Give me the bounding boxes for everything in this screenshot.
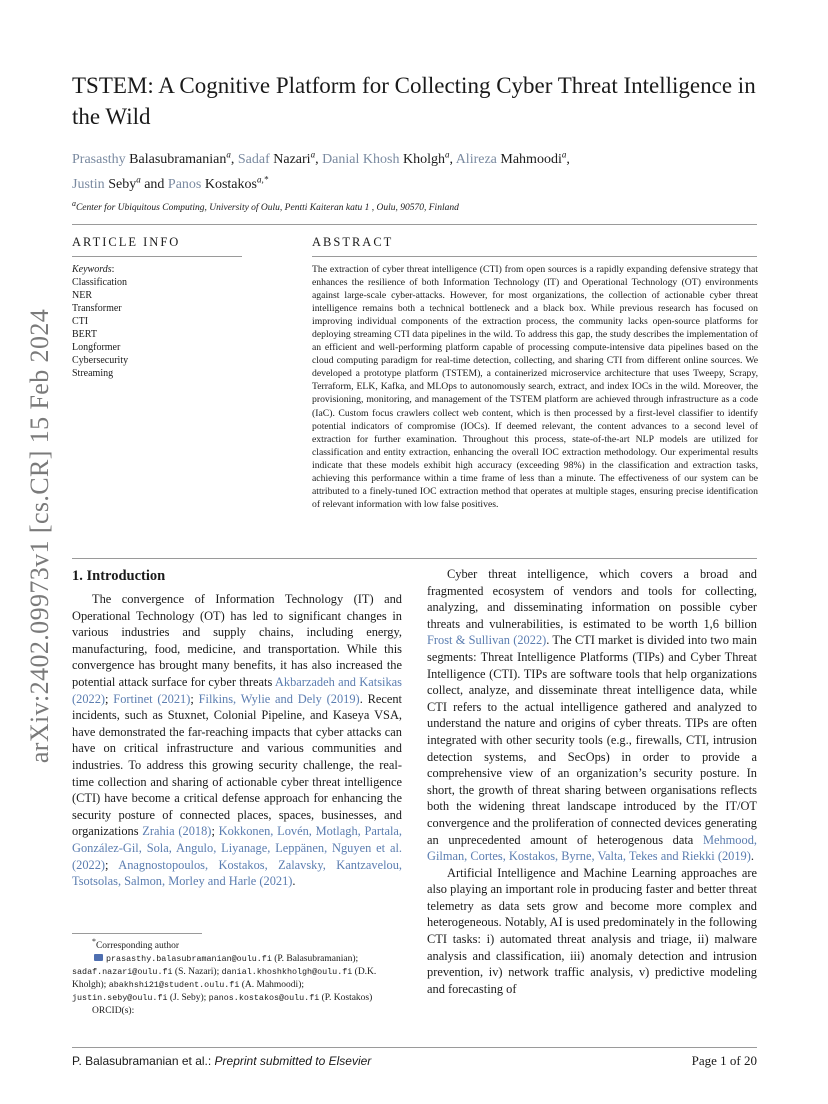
citation-link[interactable]: Frost & Sullivan (2022) — [427, 633, 547, 648]
footer-citation — [72, 1054, 371, 1068]
email-address[interactable]: prasasthy.balasubramanian@oulu.fi — [106, 954, 272, 965]
author-affiliation-marker: a — [310, 149, 316, 159]
email-address[interactable]: abakhshi21@student.oulu.fi — [108, 980, 240, 991]
author — [237, 149, 323, 167]
article-info-rule — [72, 256, 242, 257]
paragraph-text: Cyber threat intelligence, which covers a broad and fragmented ecosystem of vendors and tools for collecting, analyzing, and disseminating information on possible cyber threats and vulnerabilities, is estimated to be worth 1,6 billion — [427, 567, 757, 631]
paragraph-text: . — [292, 874, 296, 889]
author-affiliation-marker: a — [561, 149, 567, 159]
author-last-name: Seby — [108, 177, 137, 193]
keywords-list — [72, 276, 302, 380]
citation-link[interactable]: Mehmood, Gilman, Cortes, Kostakos, Byrne, Valta, Tekes and Riekki (2019) — [427, 832, 757, 864]
author-affiliation-marker: a — [444, 149, 450, 159]
author-separator: , — [230, 151, 238, 167]
affiliation-text: Center for Ubiquitous Computing, University of Oulu, Pentti Kaiteran katu 1 , Oulu, 90570, Finland — [75, 203, 459, 214]
keywords-block: Keywords: Classification NER Transformer CTI BERT Longformer Cybersecurity Streaming — [72, 263, 302, 380]
affiliation — [72, 199, 772, 213]
author-first-name: Sadaf — [237, 151, 274, 167]
author-separator: , — [315, 151, 323, 167]
arxiv-identifier: arXiv:2402.09973v1 [cs.CR] 15 Feb 2024 — [25, 308, 54, 764]
paragraph-text: . — [750, 849, 754, 864]
author-first-name: Panos — [167, 177, 205, 193]
intro-left-column — [72, 591, 402, 890]
article-info-heading: ARTICLE INFO — [72, 235, 181, 249]
paragraph-text: . The CTI market is divided into two main segments: Threat Intelligence Platforms (TIPs) and Cyber Threat Intelligence (CTI). TIPs are software tools that help organizations collect, analyze, and disseminate threat intelligence data, while CTI refers to the actual intelligence gathered and analyzed to understand the nature and origins of cyber threats. TIPs are often integrated with other security tools (e.g., firewalls, CTI, intrusion detection systems, and SecOps) in order to provide a comprehensive view of an organization’s security posture. In short, the growth of threat sharing between organisations reflects both the widening threat landscape introduced by the IT/OT convergence and the proliferation of connected devices generating an unprecedented amount of heterogenous data — [427, 633, 757, 847]
citation-link[interactable]: Filkins, Wylie and Dely (2019) — [198, 691, 360, 706]
paper-title: TSTEM: A Cognitive Platform for Collecting Cyber Threat Intelligence in the Wild — [72, 73, 756, 129]
paragraph-text: ; — [211, 824, 219, 839]
footnote-rule — [72, 933, 202, 934]
intro-paragraph — [427, 566, 757, 865]
author-separator: , — [449, 151, 456, 167]
abstract-text: The extraction of cyber threat intelligence (CTI) from open sources is a rapidly expanding defensive strategy that enhances the resilience of both Information Technology (IT) and Operational Technology (OT) environments against large-scale cyber-attacks. However, for most organizations, the collection of actionable cyber threat intelligence remains both a technical bottleneck and a black box. While previous research has focused on improving individual components of the extraction process, the community lacks open-source platforms for deploying streaming CTI data pipelines in the wild. To address this gap, the study describes the implementation of an efficient and well-performing platform capable of processing compute-intensive data pipelines based on the cloud computing paradigm for real-time detection, collecting, and sharing CTI from different online sources. We developed a prototype platform (TSTEM), a containerized microservice architecture that uses Tweepy, Scrapy, Terraform, ELK, Kafka, and MLOps to autonomously search, extract, and index IOCs in the wild. Moreover, the provisioning, monitoring, and management of the TSTEM platform are achieved through infrastructure as a code (IaC). Custom focus crawlers collect web content, which is then processed by a first-level classifier to identify potential indicators of compromise (IOCs). If deemed relevant, the content advances to a second level of extraction for further examination. Throughout this process, state-of-the-art NLP models are utilized for classification and entity extraction, enhancing the overall IOC extraction methodology. Our experimental results indicate that these models exhibit high accuracy (exceeding 98%) in the classification and extraction tasks, achieving this performance within a time frame of less than a minute. The effectiveness of our system can be attributed to a finely-tuned IOC extraction method that operates at multiple stages, ensuring precise identification of relevant information with low false positives. — [312, 264, 758, 510]
author — [322, 149, 456, 167]
author-affiliation-marker: a,* — [256, 174, 269, 185]
keyword-item: BERT — [72, 329, 97, 340]
author-first-name: Prasasthy — [72, 151, 130, 167]
author-affiliation-marker: a — [136, 174, 141, 185]
email-owner: (S. Nazari); — [172, 967, 222, 978]
paragraph-text: ; — [190, 691, 199, 706]
email-address[interactable]: justin.seby@oulu.fi — [72, 993, 168, 1004]
author-list — [72, 144, 772, 195]
keyword-item: Cybersecurity — [72, 355, 129, 366]
paragraph-text: ; — [105, 691, 114, 706]
author-last-name: Kostakos — [204, 177, 257, 193]
email-owner: (P. Balasubramanian); — [271, 954, 359, 965]
email-owner: (A. Mahmoodi); — [239, 980, 305, 991]
author-first-name: Justin — [72, 177, 109, 193]
email-list — [72, 953, 402, 1005]
arxiv-side-stamp — [22, 296, 58, 776]
keyword-item: CTI — [72, 316, 89, 327]
author-first-name: Alireza — [455, 151, 501, 167]
abstract-heading: ABSTRACT — [312, 235, 394, 249]
paragraph-text: . Recent incidents, such as Stuxnet, Colonial Pipeline, and Kaseya VSA, have demonstrated the far-reaching impacts that cyber attacks can have on critical infrastructure and various communities and industries. To address this growing security challenge, the real-time collection and sharing of actionable cyber threat intelligence (CTI) have become a critical defense approach for enhancing the security posture of connected places, spaces, businesses, and organizations — [72, 691, 402, 839]
keyword-item: Longformer — [72, 342, 121, 353]
footer-divider — [72, 1047, 757, 1048]
email-owner: (D.K. Kholgh); — [72, 967, 377, 991]
abstract-divider — [72, 558, 757, 559]
paragraph-text: ; — [105, 857, 119, 872]
keyword-item: Transformer — [72, 303, 122, 314]
author — [455, 149, 570, 167]
author-first-name: Danial Khosh — [322, 151, 403, 167]
paragraph-text: The convergence of Information Technology (IT) and Operational Technology (OT) has led to significant changes in various industries and supply chains, including energy, manufacturing, food, medicine, and transportation. While this convergence has brought many benefits, it has also increased the potential attack surface for cyber threats — [72, 592, 402, 689]
intro-paragraph — [72, 591, 402, 890]
orcid-label: ORCID(s): — [92, 1006, 135, 1017]
author-separator: and — [140, 177, 168, 193]
author — [167, 174, 269, 193]
footnotes — [72, 935, 402, 1018]
abstract-rule — [312, 256, 757, 257]
keyword-item: NER — [72, 290, 92, 301]
section-heading-introduction: 1. Introduction — [72, 568, 166, 584]
author-last-name: Kholgh — [402, 151, 445, 167]
footer-separator: : — [207, 1054, 215, 1068]
affiliation-marker: a — [72, 199, 76, 208]
author-separator: , — [566, 151, 570, 167]
author-last-name: Balasubramanian — [129, 151, 227, 167]
citation-link[interactable]: Kokkonen, Lovén, Motlagh, Partala, González-Gil, Sola, Angulo, Liyanage, Leppänen, Nguyen et al. (2022) — [72, 824, 403, 872]
footer-authors: P. Balasubramanian et al. — [72, 1054, 208, 1068]
email-owner: (J. Seby); — [167, 993, 209, 1004]
footer-preprint-note: Preprint submitted to Elsevier — [214, 1054, 372, 1068]
corresponding-marker: * — [92, 937, 96, 946]
author-last-name: Nazari — [273, 151, 311, 167]
citation-link[interactable]: Fortinet (2021) — [113, 691, 191, 706]
keyword-item: Classification — [72, 277, 127, 288]
intro-paragraph: Artificial Intelligence and Machine Learning approaches are also playing an important role in producing faster and better threat telemetry as data sets grow and become more complex and heterogeneous. Notably, AI is used predominately in the following CTI tasks: i) automated threat analysis and triage, ii) malware analysis and classification, iii) anomaly detection and intrusion prevention, iv) network traffic analysis, v) predictive modeling and forecasting of — [427, 865, 757, 996]
email-owner: (P. Kostakos) — [319, 993, 373, 1004]
page-number: Page 1 of 20 — [691, 1053, 757, 1068]
keywords-label: Keywords — [72, 264, 112, 275]
email-address[interactable]: panos.kostakos@oulu.fi — [208, 993, 320, 1004]
citation-link[interactable]: Zrahia (2018) — [142, 824, 212, 839]
email-address[interactable]: danial.khoshkholgh@oulu.fi — [221, 967, 353, 978]
intro-right-column — [427, 566, 757, 997]
citation-link[interactable]: Anagnostopoulos, Kostakos, Zalavsky, Kantzavelou, Tsotsolas, Salmon, Morley and Harle (2021) — [72, 857, 403, 889]
email-address[interactable]: sadaf.nazari@oulu.fi — [72, 967, 173, 978]
corresponding-author-note: Corresponding author — [95, 941, 180, 952]
citation-link[interactable]: Akbarzadeh and Katsikas (2022) — [72, 674, 402, 706]
header-divider — [72, 224, 757, 225]
email-icon — [94, 954, 103, 961]
keyword-item: Streaming — [72, 368, 114, 379]
author — [72, 149, 238, 167]
author-last-name: Mahmoodi — [500, 151, 562, 167]
author — [72, 174, 168, 193]
author-affiliation-marker: a — [226, 149, 231, 159]
